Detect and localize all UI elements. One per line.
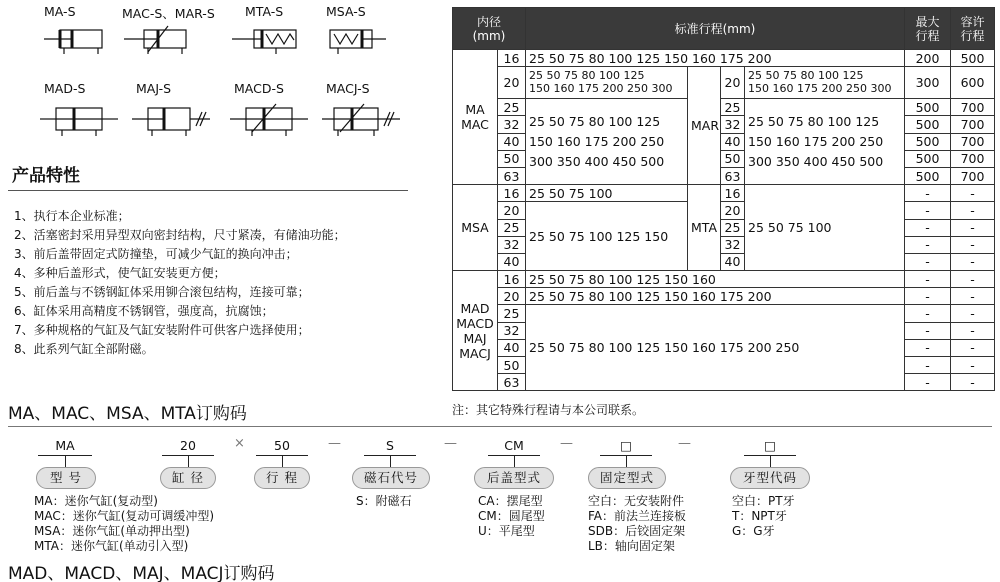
symbol-label-msa-s: MSA-S [326, 4, 366, 19]
mad-s-symbol-icon [40, 100, 120, 140]
max-cell: - [905, 339, 951, 356]
mount-option: FA：前法兰连接板 [588, 509, 687, 523]
max-cell: 300 [905, 67, 951, 99]
header-max-stroke: 最大 行程 [905, 8, 951, 50]
tol-cell: - [951, 322, 995, 339]
mount-option: SDB：后铰固定架 [588, 524, 686, 538]
bore-cell: 16 [721, 185, 745, 202]
max-cell: - [905, 185, 951, 202]
bore-cell: 32 [498, 322, 526, 339]
thread-option: T：NPT牙 [732, 509, 787, 523]
code-rear-cover: CM [504, 438, 524, 453]
model-msa: MSA [453, 185, 498, 271]
stroke-cell: 25 50 75 80 100 125 150 160 175 200 250 300 [745, 67, 905, 99]
max-cell: - [905, 288, 951, 305]
cover-option: U：平尾型 [478, 524, 535, 538]
code-stem [390, 455, 391, 467]
code-model: MA [55, 438, 75, 453]
pill-stroke: 行 程 [254, 467, 310, 489]
mta-s-symbol-icon [232, 24, 302, 58]
feature-item: 4、多种后盖形式，使气缸安装更方便； [14, 266, 226, 280]
header-tolerance-stroke: 容许 行程 [951, 8, 995, 50]
tol-cell: - [951, 185, 995, 202]
bore-cell: 16 [498, 271, 526, 288]
code-stem [282, 455, 283, 467]
bore-cell: 32 [721, 116, 745, 133]
symbol-label-macd-s: MACD-S [234, 81, 284, 96]
header-bore: 内径 (mm) [453, 8, 526, 50]
code-stem [514, 455, 515, 467]
order-code-title: MA、MAC、MSA、MTA订购码 [8, 404, 247, 424]
symbol-label-ma-s: MA-S [44, 4, 76, 19]
max-cell: - [905, 219, 951, 236]
bore-cell: 50 [721, 150, 745, 167]
symbol-label-mad-s: MAD-S [44, 81, 86, 96]
max-cell: - [905, 322, 951, 339]
stroke-cell: 25 50 75 80 100 125 150 160 175 200 [526, 50, 905, 67]
model-mta: MTA [688, 185, 721, 271]
symbol-label-mac-s: MAC-S、MAR-S [122, 6, 215, 21]
tol-cell: - [951, 271, 995, 288]
model-option: MTA：迷你气缸(单动引入型) [34, 539, 189, 553]
model-option: MA：迷你气缸(复动型) [34, 494, 158, 508]
thread-option: 空白：PT牙 [732, 494, 795, 508]
bore-cell: 16 [498, 50, 526, 67]
tol-cell: 500 [951, 50, 995, 67]
stroke-cell: 25 50 75 80 100 125 150 160 175 200 250 [526, 305, 905, 391]
macd-s-symbol-icon [230, 100, 310, 140]
mac-s-symbol-icon [124, 24, 204, 58]
stroke-cell: 25 50 75 80 100 125 150 160 175 200 250 300 [526, 67, 688, 99]
bore-cell: 40 [498, 133, 526, 150]
tol-cell: - [951, 253, 995, 270]
max-cell: 200 [905, 50, 951, 67]
tol-cell: - [951, 236, 995, 253]
msa-s-symbol-icon [318, 24, 388, 58]
bore-cell: 40 [721, 253, 745, 270]
features-divider [8, 190, 408, 191]
symbol-label-maj-s: MAJ-S [136, 81, 172, 96]
max-cell: - [905, 271, 951, 288]
bore-cell: 25 [498, 305, 526, 322]
tol-cell: - [951, 202, 995, 219]
code-stem [626, 455, 627, 467]
stroke-cell: 25 50 75 80 100 125 150 160 175 200 250 300 350 400 450 500 [745, 99, 905, 185]
model-ma-mac: MA MAC [453, 50, 498, 185]
feature-item: 7、多种规格的气缸及气缸安装附件可供客户选择使用； [14, 323, 310, 337]
feature-item: 3、前后盖带固定式防撞垫，可减少气缸的换向冲击； [14, 247, 298, 261]
bore-cell: 32 [498, 116, 526, 133]
tol-cell: - [951, 339, 995, 356]
feature-item: 6、缸体采用高精度不锈钢管，强度高，抗腐蚀； [14, 304, 274, 318]
max-cell: - [905, 357, 951, 374]
code-bore: 20 [180, 438, 196, 453]
header-stroke: 标准行程(mm) [526, 8, 905, 50]
tol-cell: - [951, 374, 995, 391]
code-separator: — [444, 436, 457, 451]
pill-thread: 牙型代码 [730, 467, 810, 489]
thread-option: G：G牙 [732, 524, 775, 538]
bottom-order-code-title: MAD、MACD、MAJ、MACJ订购码 [8, 564, 275, 582]
model-mar: MAR [688, 67, 721, 185]
code-separator: — [678, 436, 691, 451]
max-cell: 500 [905, 116, 951, 133]
symbol-label-mta-s: MTA-S [245, 4, 284, 19]
code-stem [188, 455, 189, 467]
max-cell: 500 [905, 99, 951, 116]
cover-option: CM：圆尾型 [478, 509, 545, 523]
bore-cell: 20 [498, 67, 526, 99]
stroke-cell: 25 50 75 80 100 125 150 160 175 200 [526, 288, 905, 305]
feature-item: 1、执行本企业标准； [14, 209, 130, 223]
code-mount: □ [620, 438, 632, 453]
code-magnet: S [386, 438, 394, 453]
code-stem [770, 455, 771, 467]
bore-cell: 20 [498, 202, 526, 219]
bore-cell: 40 [498, 339, 526, 356]
stroke-cell: 25 50 75 100 125 150 [526, 202, 688, 271]
tol-cell: - [951, 305, 995, 322]
pill-bore: 缸 径 [160, 467, 216, 489]
cover-option: CA：摆尾型 [478, 494, 543, 508]
max-cell: - [905, 305, 951, 322]
tol-cell: 700 [951, 99, 995, 116]
macj-s-symbol-icon [322, 100, 402, 140]
max-cell: - [905, 202, 951, 219]
magnet-option: S：附磁石 [356, 494, 412, 508]
max-cell: - [905, 236, 951, 253]
mount-option: 空白：无安装附件 [588, 494, 685, 508]
stroke-spec-table [452, 7, 995, 391]
tol-cell: - [951, 357, 995, 374]
stroke-cell: 25 50 75 80 100 125 150 160 175 200 250 300 350 400 450 500 [526, 99, 688, 185]
code-stroke: 50 [274, 438, 290, 453]
bore-cell: 50 [498, 150, 526, 167]
tol-cell: - [951, 288, 995, 305]
symbol-label-macj-s: MACJ-S [326, 81, 370, 96]
features-title: 产品特性 [12, 166, 80, 186]
feature-item: 5、前后盖与不锈钢缸体采用铆合滚包结构，连接可靠； [14, 285, 310, 299]
max-cell: 500 [905, 133, 951, 150]
bore-cell: 16 [498, 185, 526, 202]
pill-mount: 固定型式 [588, 467, 666, 489]
bore-cell: 32 [721, 236, 745, 253]
model-mad-macd-maj-macj: MAD MACD MAJ MACJ [453, 271, 498, 391]
stroke-cell: 25 50 75 100 [526, 185, 688, 202]
tol-cell: 600 [951, 67, 995, 99]
bore-cell: 50 [498, 357, 526, 374]
tol-cell: 700 [951, 133, 995, 150]
feature-item: 2、活塞密封采用异型双向密封结构，尺寸紧凑，有储油功能； [14, 228, 346, 242]
bore-cell: 40 [721, 133, 745, 150]
tol-cell: 700 [951, 150, 995, 167]
model-option: MSA：迷你气缸(单动押出型) [34, 524, 190, 538]
pill-rear-cover: 后盖型式 [474, 467, 554, 489]
table-note: 注：其它特殊行程请与本公司联系。 [452, 403, 645, 417]
max-cell: 500 [905, 150, 951, 167]
bore-cell: 63 [498, 167, 526, 184]
max-cell: - [905, 374, 951, 391]
tol-cell: 700 [951, 167, 995, 184]
bore-cell: 20 [721, 67, 745, 99]
max-cell: - [905, 253, 951, 270]
bore-cell: 20 [498, 288, 526, 305]
stroke-cell: 25 50 75 80 100 125 150 160 [526, 271, 905, 288]
bore-cell: 63 [721, 167, 745, 184]
bore-cell: 25 [498, 219, 526, 236]
order-divider [8, 426, 992, 427]
max-cell: 500 [905, 167, 951, 184]
code-separator: — [560, 436, 573, 451]
bore-cell: 32 [498, 236, 526, 253]
bore-cell: 63 [498, 374, 526, 391]
maj-s-symbol-icon [132, 100, 212, 140]
pill-magnet: 磁石代号 [352, 467, 430, 489]
model-option: MAC：迷你气缸(复动可调缓冲型) [34, 509, 215, 523]
mount-option: LB：轴向固定架 [588, 539, 675, 553]
bore-cell: 25 [721, 219, 745, 236]
pill-model: 型 号 [36, 467, 96, 489]
code-separator: — [328, 436, 341, 451]
feature-item: 8、此系列气缸全部附磁。 [14, 342, 154, 356]
bore-cell: 20 [721, 202, 745, 219]
code-thread: □ [764, 438, 776, 453]
code-stem [65, 455, 66, 467]
ma-s-symbol-icon [44, 24, 114, 56]
bore-cell: 25 [721, 99, 745, 116]
code-separator: × [234, 436, 245, 451]
stroke-cell: 25 50 75 100 [745, 185, 905, 271]
tol-cell: - [951, 219, 995, 236]
bore-cell: 25 [498, 99, 526, 116]
tol-cell: 700 [951, 116, 995, 133]
bore-cell: 40 [498, 253, 526, 270]
